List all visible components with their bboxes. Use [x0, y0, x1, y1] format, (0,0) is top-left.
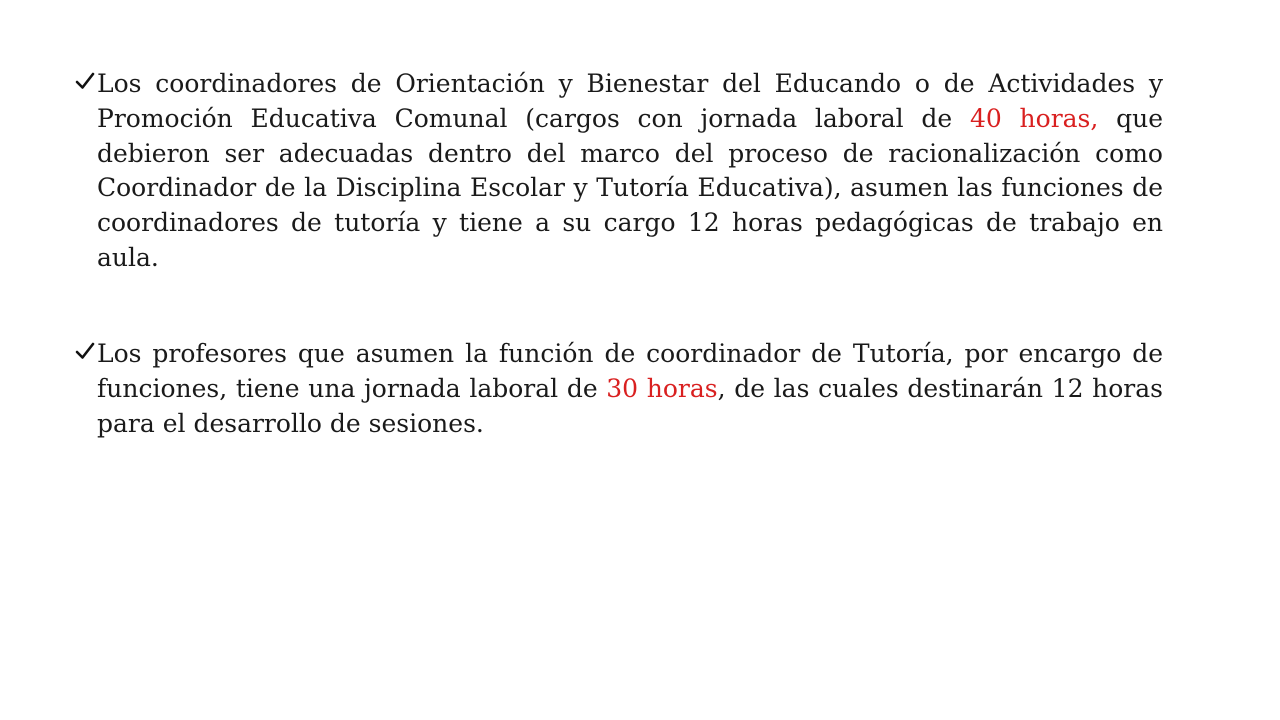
bullet-item-1: [75, 67, 1163, 276]
bullet-2-highlight: 30 horas: [606, 373, 718, 403]
bullet-1-text-before: Los coordinadores de Orientación y Bienestar del Educando o de Actividades y Promoción Educativa Comunal (cargos con jornada laboral de: [97, 69, 1163, 133]
bullet-1-text-after: que debieron ser adecuadas dentro del marco del proceso de racionalización como Coordinador de la Disciplina Escolar y Tutoría Educativa), asumen las funciones de coordinadores de tutoría y tiene a su cargo 12 horas pedagógicas de trabajo en aula.: [97, 103, 1163, 272]
bullet-text-1: [97, 67, 1163, 276]
bullet-text-2: [97, 337, 1163, 441]
checkmark-icon: [75, 67, 97, 91]
checkmark-icon: [75, 337, 97, 361]
bullet-1-highlight: 40 horas,: [969, 103, 1099, 133]
bullet-2-text-before: Los profesores que asumen la función de coordinador de Tutoría, por encargo de funciones, tiene una jornada laboral de: [97, 339, 1163, 403]
bullet-item-2: [75, 337, 1163, 441]
bullet-2-text-after: , de las cuales destinarán 12 horas para el desarrollo de sesiones.: [97, 373, 1163, 438]
